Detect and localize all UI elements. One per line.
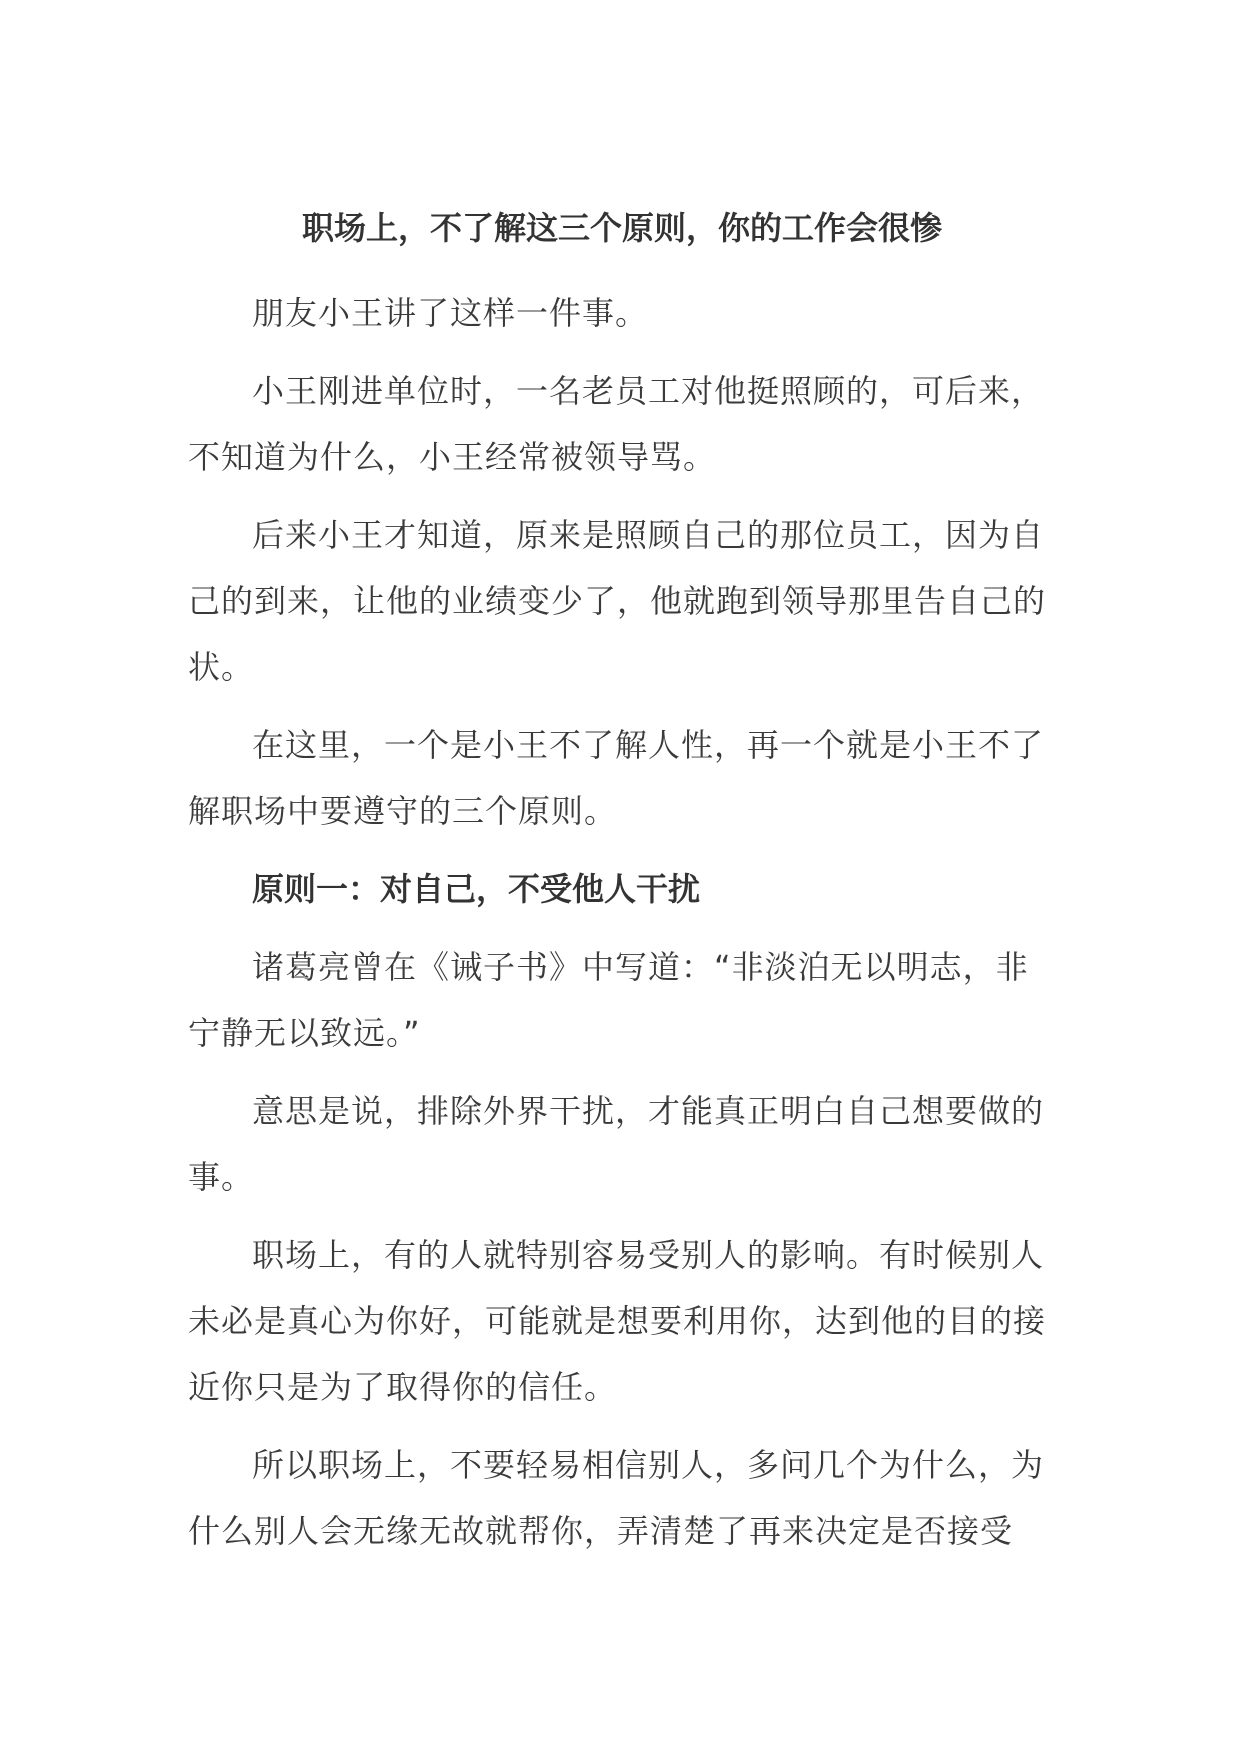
paragraph: 职场上，有的人就特别容易受别人的影响。有时候别人未必是真心为你好，可能就是想要利用你，达到他的目的接近你只是为了取得你的信任。	[188, 1236, 1047, 1406]
paragraph: 所以职场上，不要轻易相信别人，多问几个为什么，为什么别人会无缘无故就帮你，弄清楚了再来决定是否接受	[188, 1446, 1045, 1550]
section-heading: 原则一：对自己，不受他人干扰	[252, 870, 701, 908]
document-title: 职场上，不了解这三个原则，你的工作会很惨	[301, 209, 942, 247]
paragraph: 朋友小王讲了这样一件事。	[252, 294, 649, 332]
paragraph: 后来小王才知道，原来是照顾自己的那位员工，因为自己的到来，让他的业绩变少了，他就跑到领导那里告自己的状。	[188, 516, 1047, 686]
paragraph: 小王刚进单位时，一名老员工对他挺照顾的，可后来，不知道为什么，小王经常被领导骂。	[188, 372, 1045, 476]
paragraph: 诸葛亮曾在《诫子书》中写道：“非淡泊无以明志，非宁静无以致远。”	[188, 948, 1029, 1052]
document-body	[188, 198, 1056, 1576]
paragraph: 意思是说，排除外界干扰，才能真正明白自己想要做的事。	[188, 1092, 1045, 1196]
paragraph: 在这里，一个是小王不了解人性，再一个就是小王不了解职场中要遵守的三个原则。	[188, 726, 1045, 830]
